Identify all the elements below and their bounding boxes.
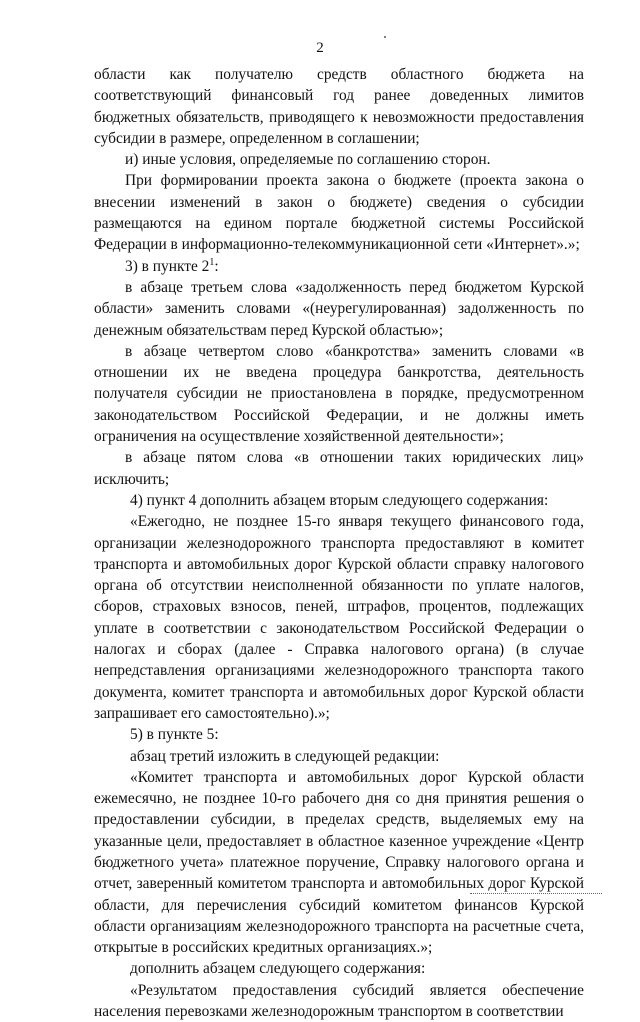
footer-dotted-line — [470, 893, 602, 894]
paragraph: и) иные условия, определяемые по соглашению сторон. — [125, 151, 491, 169]
page-number: 2 — [316, 40, 324, 56]
paragraph-text: 3) в пункте 2 — [125, 257, 210, 275]
paragraph: в абзаце пятом слова «в отношении таких юридических лиц» исключить; — [94, 449, 584, 488]
paragraph: «Результатом предоставления субсидий является обеспечение населения перевозками железнодорожным транспортом в соответствии — [94, 981, 584, 1021]
paragraph: «Ежегодно, не позднее 15-го января текущего финансового года, организации железнодорожного транспорта предоставляют в комитет транспорта и автомобильных дорог Курской области справку налогового органа об отсутствии неисполненной обязанности по уплате налогов, сборов, страховых взносов, пеней, штрафов, процентов, подлежащих уплате в соответствии с законодательством Российской Федерации о налогах и сборах (далее - Справка налогового органа) (в случае непредставления организациями железнодорожного транспорта такого документа, комитет транспорта и автомобильных дорог Курской области запрашивает его самостоятельно).»; — [94, 513, 584, 722]
paragraph-text: : — [214, 257, 219, 275]
paragraph: «Комитет транспорта и автомобильных дорог Курской области ежемесячно, не позднее 10-го рабочего дня со дня принятия решения о предоставлении субсидии, в пределах средств, выделяемых ему на указанные цели, предоставляет в областное казенное учреждение «Центр бюджетного учета» платежное поручение, Справку налогового органа и отчет, заверенный комитетом транспорта и автомобильных дорог Курской области, для перечисления субсидий комитетом финансов Курской области организациям железнодорожного транспорта на расчетные счета, открытые в российских кредитных организациях.»; — [94, 768, 584, 957]
paragraph: в абзаце четвертом слово «банкротства» заменить словами «в отношении их не введена процедура банкротства, деятельность получателя субсидии не приостановлена в порядке, предусмотренном законодательством Российской Федерации, и не должны иметь ограничения на осуществление хозяйственной деятельности»; — [94, 342, 584, 446]
paragraph — [94, 256, 584, 277]
paragraph: в абзаце третьем слова «задолженность перед бюджетом Курской области» заменить словами «(неурегулированная) задолженность по денежным обязательствам перед Курской областью»; — [94, 278, 584, 339]
paragraph: дополнить абзацем следующего содержания: — [130, 960, 426, 978]
paragraph: 5) в пункте 5: — [130, 726, 219, 744]
document-body — [94, 64, 584, 1022]
paragraph: абзац третий изложить в следующей редакции: — [130, 747, 440, 765]
paragraph: области как получателю средств областного бюджета на соответствующий финансовый год ранее доведенных лимитов бюджетных обязательств, приводящего к невозможности предоставления субсидии в размере, определенном в соглашении; — [94, 66, 584, 147]
paragraph: 4) пункт 4 дополнить абзацем вторым следующего содержания: — [130, 491, 549, 509]
superscript: 1 — [209, 256, 215, 268]
paragraph: При формировании проекта закона о бюджете (проекта закона о внесении изменений в закон о бюджете) сведения о субсидии размещаются на едином портале бюджетной системы Российской Федерации в информационно-телекоммуникационной сети «Интернет».»; — [94, 172, 584, 254]
